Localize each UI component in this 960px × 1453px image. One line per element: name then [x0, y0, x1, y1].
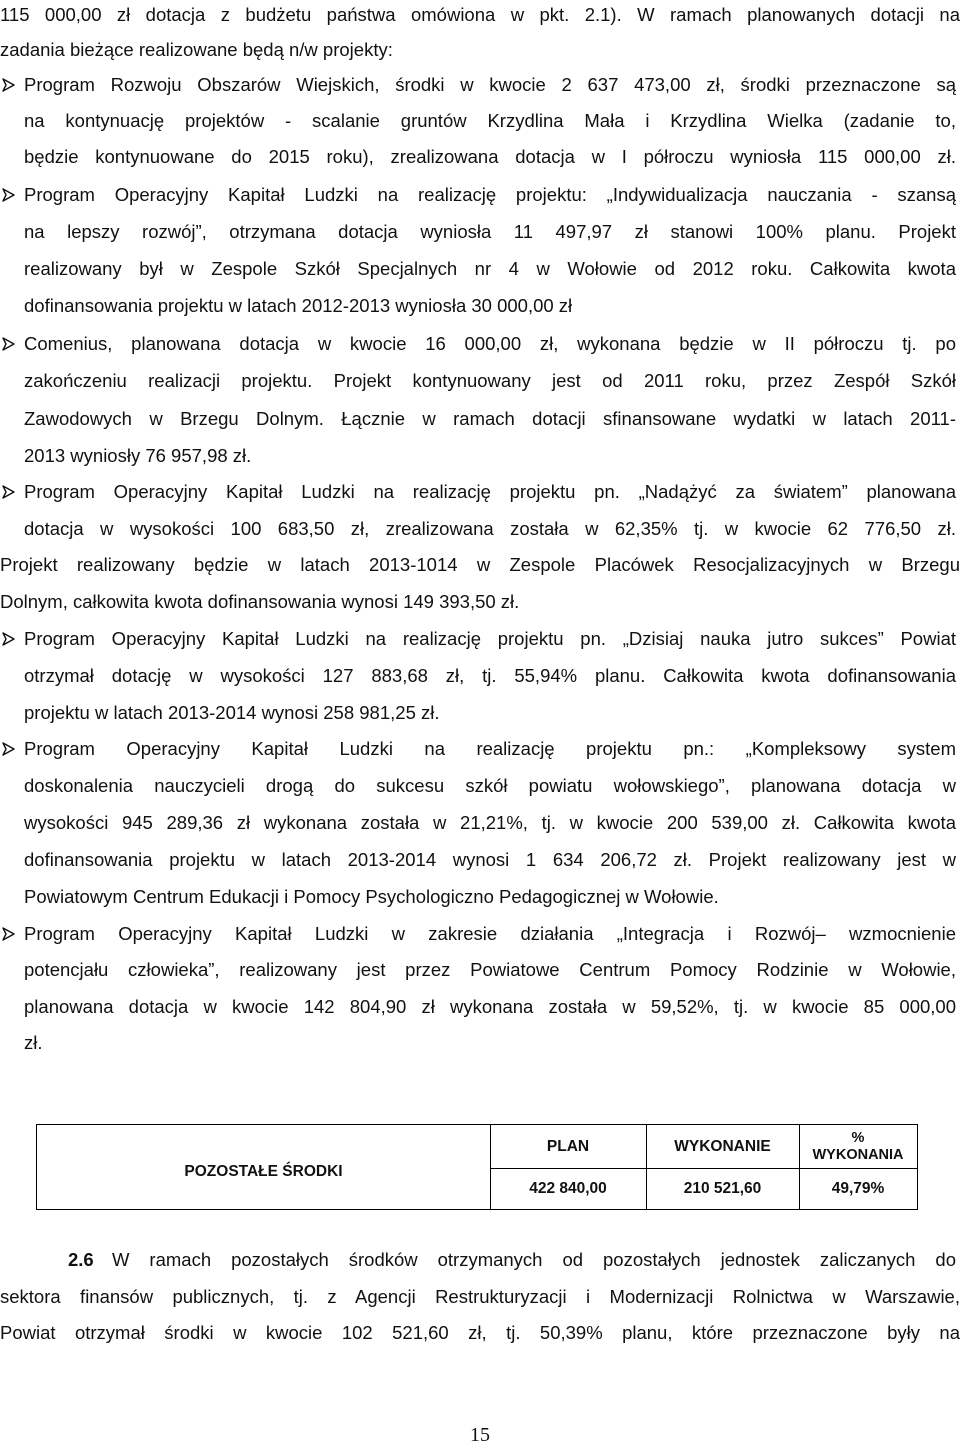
- arrow-bullet-icon: [2, 927, 15, 941]
- paragraph-line: dofinansowania projektu w latach 2012-2013 wyniosła 30 000,00 zł: [24, 295, 573, 316]
- arrow-bullet-icon: [2, 337, 15, 351]
- paragraph-line: sektora finansów publicznych, tj. z Agencji Restrukturyzacji i Modernizacji Rolnictwa w Warszawie,: [0, 1286, 960, 1307]
- paragraph-line: Dolnym, całkowita kwota dofinansowania wynosi 149 393,50 zł.: [0, 591, 520, 612]
- paragraph-line: otrzymał dotację w wysokości 127 883,68 zł, tj. 55,94% planu. Całkowita kwota dofinansowania: [24, 665, 956, 686]
- paragraph-line: wysokości 945 289,36 zł wykonana została w 21,21%, tj. w kwocie 200 539,00 zł. Całkowita kwota: [24, 812, 956, 833]
- section-number: 2.6: [68, 1249, 94, 1270]
- summary-table: [36, 1124, 918, 1210]
- table-row-label: POZOSTAŁE ŚRODKI: [184, 1163, 343, 1180]
- bullet-item: [0, 917, 960, 951]
- bullet-item: [0, 475, 960, 509]
- paragraph-line: będzie kontynuowane do 2015 roku), zrealizowana dotacja w I półroczu wyniosła 115 000,00 zł.: [24, 146, 956, 167]
- percent-symbol: %: [851, 1129, 865, 1146]
- paragraph-line: projektu w latach 2013-2014 wynosi 258 981,25 zł.: [24, 702, 440, 723]
- paragraph-line: realizowany był w Zespole Szkół Specjalnych nr 4 w Wołowie od 2012 roku. Całkowita kwota: [24, 258, 956, 279]
- table-header-plan: PLAN: [546, 1137, 590, 1155]
- table-cell-wykonanie: 210 521,60: [683, 1179, 762, 1197]
- paragraph-line: planowana dotacja w kwocie 142 804,90 zł wykonana została w 59,52%, tj. w kwocie 85 000,00: [24, 996, 956, 1017]
- bullet-item: [0, 327, 960, 361]
- bullet-text: Comenius, planowana dotacja w kwocie 16 000,00 zł, wykonana będzie w II półroczu tj. po: [24, 333, 956, 354]
- arrow-bullet-icon: [2, 632, 15, 646]
- paragraph-line: na lepszy rozwój”, otrzymana dotacja wyniosła 11 497,97 zł stanowi 100% planu. Projekt: [24, 221, 956, 242]
- paragraph-line: na kontynuację projektów - scalanie gruntów Krzydlina Mała i Krzydlina Wielka (zadanie to,: [24, 110, 956, 131]
- bullet-item: [0, 732, 960, 766]
- paragraph-line: zadania bieżące realizowane będą n/w projekty:: [0, 39, 393, 60]
- table-cell-percent: 49,79%: [831, 1179, 885, 1197]
- arrow-bullet-icon: [2, 188, 15, 202]
- paragraph-line: Powiatowym Centrum Edukacji i Pomocy Psychologiczno Pedagogicznej w Wołowie.: [24, 886, 719, 907]
- bullet-item: [0, 622, 960, 656]
- table-header-percent: [799, 1125, 917, 1168]
- paragraph-line: dotacja w wysokości 100 683,50 zł, zrealizowana została w 62,35% tj. w kwocie 62 776,50 zł.: [24, 518, 956, 539]
- table-cell-plan: 422 840,00: [529, 1179, 607, 1197]
- bullet-text: Program Operacyjny Kapitał Ludzki na realizację projektu: „Indywidualizacja nauczania - szansą: [24, 184, 956, 205]
- paragraph-line: Powiat otrzymał środki w kwocie 102 521,60 zł, tj. 50,39% planu, które przeznaczone były na: [0, 1322, 960, 1343]
- bullet-text: Program Operacyjny Kapitał Ludzki na realizację projektu pn. „Dzisiaj nauka jutro sukces” Powiat: [24, 628, 956, 649]
- arrow-bullet-icon: [2, 742, 15, 756]
- paragraph-line: dofinansowania projektu w latach 2013-2014 wynosi 1 634 206,72 zł. Projekt realizowany jest w: [24, 849, 956, 870]
- bullet-text: Program Operacyjny Kapitał Ludzki na realizację projektu pn. „Nadążyć za światem” planowana: [24, 481, 956, 502]
- paragraph-line: 115 000,00 zł dotacja z budżetu państwa omówiona w pkt. 2.1). W ramach planowanych dotacji na: [0, 4, 960, 25]
- page-number: 15: [470, 1424, 490, 1446]
- bullet-item: [0, 68, 960, 102]
- section-text: W ramach pozostałych środków otrzymanych od pozostałych jednostek zaliczanych do: [112, 1249, 956, 1270]
- percent-label: WYKONANIA: [812, 1146, 904, 1163]
- paragraph-line: Zawodowych w Brzegu Dolnym. Łącznie w ramach dotacji sfinansowane wydatki w latach 2011-: [24, 408, 956, 429]
- bullet-text: Program Operacyjny Kapitał Ludzki na realizację projektu pn.: „Kompleksowy system: [24, 738, 956, 759]
- bullet-item: [0, 178, 960, 212]
- paragraph-line: zakończeniu realizacji projektu. Projekt kontynuowany jest od 2011 roku, przez Zespół Szkół: [24, 370, 956, 391]
- section-2-6-first-line: [68, 1243, 956, 1277]
- bullet-text: Program Operacyjny Kapitał Ludzki w zakresie działania „Integracja i Rozwój– wzmocnienie: [24, 923, 956, 944]
- paragraph-line: doskonalenia nauczycieli drogą do sukcesu szkół powiatu wołowskiego”, planowana dotacja w: [24, 775, 956, 796]
- arrow-bullet-icon: [2, 485, 15, 499]
- paragraph-line: zł.: [24, 1032, 43, 1053]
- bullet-text: Program Rozwoju Obszarów Wiejskich, środki w kwocie 2 637 473,00 zł, środki przeznaczone są: [24, 74, 956, 95]
- paragraph-line: potencjału człowieka”, realizowany jest przez Powiatowe Centrum Pomocy Rodzinie w Wołowie,: [24, 959, 956, 980]
- arrow-bullet-icon: [2, 78, 15, 92]
- paragraph-line: 2013 wyniosły 76 957,98 zł.: [24, 445, 252, 466]
- paragraph-line: Projekt realizowany będzie w latach 2013-1014 w Zespole Placówek Resocjalizacyjnych w Brzegu: [0, 554, 960, 575]
- table-header-wykonanie: WYKONANIE: [674, 1137, 771, 1155]
